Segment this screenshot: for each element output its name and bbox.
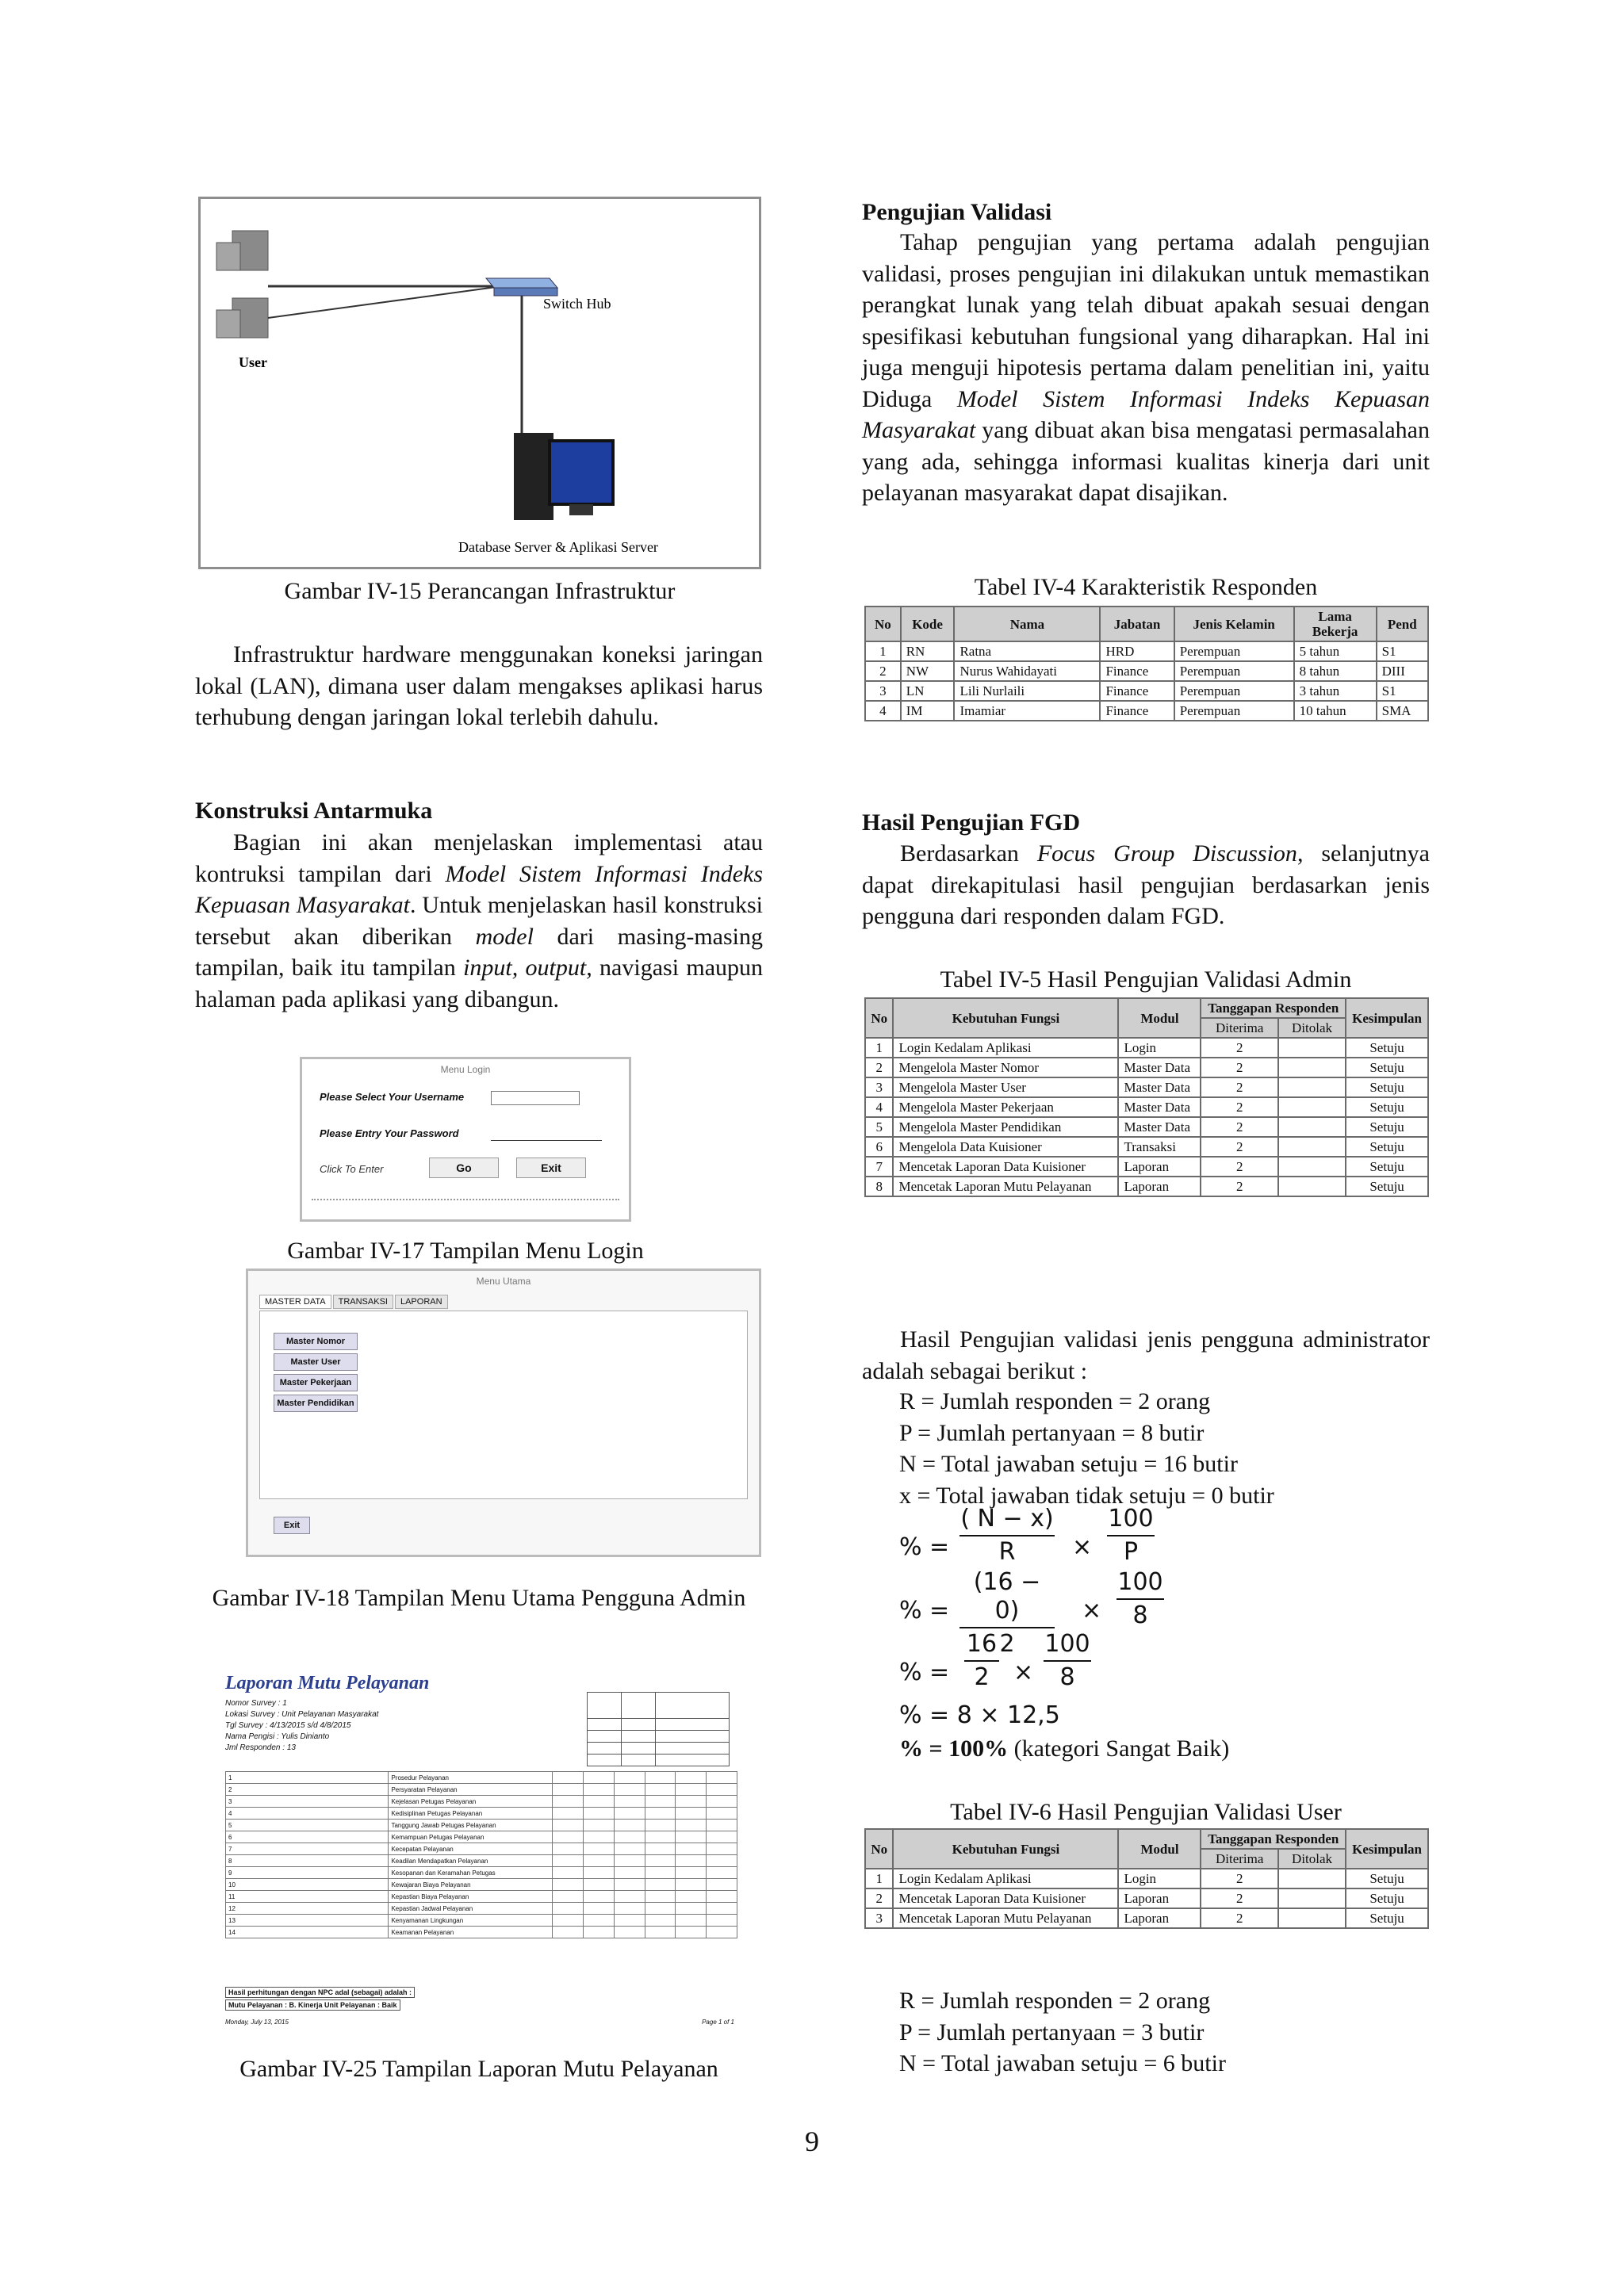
table-cell: RN <box>901 641 955 661</box>
eq2-pct: % = <box>899 1597 950 1624</box>
table-cell: Mengelola Master Pekerjaan <box>893 1097 1118 1117</box>
table-cell: Setuju <box>1346 1058 1428 1077</box>
table-cell: 3 <box>865 1077 893 1097</box>
table-cell: Ratna <box>954 641 1100 661</box>
tabel4: No Kode Nama Jabatan Jenis Kelamin Lama Bekerja Pend 1 RN Ratna HRD Perempuan 5 tahun S1 2 NW Nurus Wahidayati Finance Perempuan 8 tahun DIII 3 LN Lili Nurlaili Finance Perempuan 3 tahun S1 4 IM Imamiar Finance Perempuan 10 tahun SMA <box>864 606 1429 721</box>
table-cell: 2 <box>1201 1908 1278 1928</box>
table-cell: Setuju <box>1346 1177 1428 1196</box>
table-cell: DIII <box>1377 661 1428 681</box>
eq2-times: × <box>1082 1597 1102 1624</box>
table-cell: Transaksi <box>1118 1137 1201 1157</box>
table-row: 10 Kewajaran Biaya Pelayanan <box>226 1879 737 1891</box>
table-cell: Login <box>1118 1869 1201 1888</box>
table-cell: 2 <box>1201 1137 1278 1157</box>
table-cell: 3 <box>865 1908 893 1928</box>
table-cell: 10 tahun <box>1294 701 1377 721</box>
table-cell: 2 <box>1201 1888 1278 1908</box>
table-cell: Master Data <box>1118 1058 1201 1077</box>
menu-exit-button[interactable]: Exit <box>274 1517 310 1534</box>
table-cell: Mengelola Master User <box>893 1077 1118 1097</box>
table-row <box>865 1077 1428 1097</box>
table-cell: 2 <box>1201 1097 1278 1117</box>
tab-laporan[interactable]: LAPORAN <box>395 1295 448 1309</box>
eq1-frac2: 100 P <box>1108 1505 1154 1566</box>
table-cell: Mencetak Laporan Mutu Pelayanan <box>893 1908 1118 1928</box>
table-cell: Setuju <box>1346 1038 1428 1058</box>
table-cell: 4 <box>865 1097 893 1117</box>
fig18-caption: Gambar IV-18 Tampilan Menu Utama Pengguna Admin <box>212 1585 746 1611</box>
table-cell: 3 tahun <box>1294 681 1377 701</box>
eq4: % = 8 × 12,5 <box>899 1701 1060 1729</box>
page-number: 9 <box>805 2126 819 2157</box>
table-cell: Setuju <box>1346 1097 1428 1117</box>
table-row: 9 Kesopanan dan Keramahan Petugas <box>226 1867 737 1879</box>
table-cell <box>1278 1137 1346 1157</box>
table-cell: 7 <box>865 1157 893 1177</box>
table-cell: Setuju <box>1346 1077 1428 1097</box>
tab-transaksi[interactable]: TRANSAKSI <box>333 1295 393 1309</box>
fgd-paragraph: Berdasarkan Focus Group Discussion, selanjutnya dapat direkapitulasi hasil pengujian berdasarkan jenis pengguna dari responden dalam FGD. <box>862 840 1430 929</box>
table-row: 8 Keadilan Mendapatkan Pelayanan <box>226 1855 737 1867</box>
table-cell <box>1278 1869 1346 1888</box>
hasil-admin-intro: Hasil Pengujian validasi jenis pengguna administrator adalah sebagai berikut : <box>862 1326 1430 1384</box>
eq2-frac1: (16 − 0) 2 <box>959 1568 1055 1659</box>
table-row <box>865 701 1428 721</box>
table-cell: 2 <box>1201 1058 1278 1077</box>
server-icon <box>514 433 613 520</box>
table-cell: Setuju <box>1346 1888 1428 1908</box>
table-row <box>865 641 1428 661</box>
figure-infrastructure <box>198 197 761 569</box>
eq3-frac2: 100 8 <box>1044 1630 1090 1691</box>
hub-label: Switch Hub <box>543 296 611 312</box>
table-cell: 3 <box>865 681 901 701</box>
table-cell <box>1278 1038 1346 1058</box>
table-row <box>865 1097 1428 1117</box>
table-cell: 2 <box>1201 1869 1278 1888</box>
table-cell: 1 <box>865 1869 893 1888</box>
table-cell: Laporan <box>1118 1908 1201 1928</box>
infra-paragraph: Infrastruktur hardware menggunakan koneksi jaringan lokal (LAN), dimana user dalam mengakses aplikasi harus terhubung dengan jaringan lokal terlebih dahulu. <box>195 641 763 730</box>
table-row: 13 Kenyamanan Lingkungan <box>226 1915 737 1927</box>
table-cell: 1 <box>865 1038 893 1058</box>
table-row <box>865 1908 1428 1928</box>
table-cell: 2 <box>1201 1117 1278 1137</box>
table-cell: 4 <box>865 701 901 721</box>
table-cell: 2 <box>1201 1038 1278 1058</box>
table-cell: Finance <box>1100 661 1174 681</box>
table-cell: Imamiar <box>954 701 1100 721</box>
eq1-pct: % = <box>899 1533 950 1561</box>
laporan-legend <box>587 1692 730 1766</box>
table-cell: 2 <box>1201 1177 1278 1196</box>
go-button[interactable]: Go <box>429 1158 499 1178</box>
figure-laporan: Laporan Mutu Pelayanan Nomor Survey : 1 Lokasi Survey : Unit Pelayanan Masyarakat Tgl Survey : 4/13/2015 s/d 4/8/2015 Nama Pengisi : Yulis Dinianto Jml Responden : 13 1 Prosedur Pelayanan 2 Persyaratan Pelayanan 3 Kejelasan Petugas Pelayanan 4 Kedisiplinan Petugas Pelayanan 5 Tanggung Jawab Petugas Pelayanan 6 Kemampuan Petugas Pelayanan 7 Kecepatan Pelayanan 8 Keadilan Mendapatkan Pelayanan 9 Kesopanan dan Keramahan Petugas 10 Kewajaran Biaya Pelayanan 11 Kepastian Biaya Pelayanan 12 Kepastian Jadwal Pelayanan 13 Kenyamanan Lingkungan 14 Keamanan Pelayanan Hasil perhitungan dengan NPC adal (sebagai) adalah : Mutu Pelayanan : B. Kinerja Unit Pelayanan : Baik Monday, July 13, 2015 Page 1 of 1 <box>222 1670 745 2031</box>
table-cell: Mencetak Laporan Data Kuisioner <box>893 1157 1118 1177</box>
table-cell: Master Data <box>1118 1117 1201 1137</box>
tabel4-caption: Tabel IV-4 Karakteristik Responden <box>974 574 1318 600</box>
switch-hub-icon <box>486 278 557 296</box>
table-row <box>865 1177 1428 1196</box>
table-cell: Finance <box>1100 701 1174 721</box>
table-cell: Laporan <box>1118 1177 1201 1196</box>
eq5: % = 100% (kategori Sangat Baik) <box>899 1735 1230 1762</box>
table-cell: Perempuan <box>1174 641 1294 661</box>
figure-login: Menu Login Please Select Your Username Please Entry Your Password Click To Enter Go Exit <box>300 1057 631 1222</box>
table-cell <box>1278 1908 1346 1928</box>
table-row: 4 Kedisiplinan Petugas Pelayanan <box>226 1808 737 1820</box>
table-cell: Perempuan <box>1174 701 1294 721</box>
table-cell: Login <box>1118 1038 1201 1058</box>
table-cell: Master Data <box>1118 1077 1201 1097</box>
konstruksi-paragraph: Bagian ini akan menjelaskan implementasi atau kontruksi tampilan dari Model Sistem Informasi Indeks Kepuasan Masyarakat. Untuk menjelaskan hasil konstruksi tersebut akan diberikan model dari masing-masing tampilan, baik itu tampilan input, output, navigasi maupun halaman pada aplikasi yang dibangun. <box>195 829 764 1012</box>
table-row <box>865 1888 1428 1908</box>
table-cell <box>1278 1077 1346 1097</box>
table-cell: Laporan <box>1118 1888 1201 1908</box>
validasi-heading: Pengujian Validasi <box>862 199 1052 225</box>
table-cell: Setuju <box>1346 1908 1428 1928</box>
table-cell: Setuju <box>1346 1137 1428 1157</box>
table-row <box>865 661 1428 681</box>
password-input[interactable] <box>491 1127 602 1141</box>
table-cell: Setuju <box>1346 1869 1428 1888</box>
server-label: Database Server & Aplikasi Server <box>458 539 658 555</box>
table-cell: NW <box>901 661 955 681</box>
table-row: 2 Persyaratan Pelayanan <box>226 1784 737 1796</box>
master-user-button[interactable]: Master User <box>274 1353 358 1371</box>
table-cell: Mencetak Laporan Data Kuisioner <box>893 1888 1118 1908</box>
tabel6-caption: Tabel IV-6 Hasil Pengujian Validasi User <box>950 1799 1342 1825</box>
table-cell: 2 <box>865 1058 893 1077</box>
hasil-user-lines: R = Jumlah responden = 2 orang P = Jumlah pertanyaan = 3 butir N = Total jawaban setuju = 6 butir <box>899 1988 1226 2076</box>
table-cell: Finance <box>1100 681 1174 701</box>
table-row: 14 Keamanan Pelayanan <box>226 1927 737 1938</box>
table-cell: Login Kedalam Aplikasi <box>893 1038 1118 1058</box>
tabel5-caption: Tabel IV-5 Hasil Pengujian Validasi Admin <box>940 966 1352 993</box>
table-cell: Login Kedalam Aplikasi <box>893 1869 1118 1888</box>
table-cell: 2 <box>865 661 901 681</box>
figure-menu-utama: Menu Utama MASTER DATA TRANSAKSI LAPORAN Master Nomor Master User Master Pekerjaan Master Pendidikan Exit <box>246 1269 761 1557</box>
table-cell: Lili Nurlaili <box>954 681 1100 701</box>
table-cell: S1 <box>1377 641 1428 661</box>
table-cell <box>1278 1177 1346 1196</box>
table-cell: Laporan <box>1118 1157 1201 1177</box>
konstruksi-heading: Konstruksi Antarmuka <box>195 798 433 824</box>
table-cell <box>1278 1117 1346 1137</box>
table-cell: Nurus Wahidayati <box>954 661 1100 681</box>
table-cell: Perempuan <box>1174 661 1294 681</box>
master-nomor-button[interactable]: Master Nomor <box>274 1333 358 1350</box>
eq1-times: × <box>1072 1533 1093 1561</box>
table-cell: SMA <box>1377 701 1428 721</box>
table-cell <box>1278 1058 1346 1077</box>
table-row <box>865 1869 1428 1888</box>
table-row <box>865 1038 1428 1058</box>
laporan-table <box>225 1771 737 1938</box>
table-cell: Mencetak Laporan Mutu Pelayanan <box>893 1177 1118 1196</box>
table-cell: 8 tahun <box>1294 661 1377 681</box>
eq1-frac1: ( N − x) R <box>960 1505 1054 1566</box>
table-cell: 1 <box>865 641 901 661</box>
table-cell: Setuju <box>1346 1157 1428 1177</box>
fig15-caption: Gambar IV-15 Perancangan Infrastruktur <box>284 578 676 604</box>
exit-button[interactable]: Exit <box>516 1158 586 1178</box>
validasi-paragraph: Tahap pengujian yang pertama adalah pengujian validasi, proses pengujian ini dilakukan untuk memastikan perangkat lunak yang telah dibuat apakah sesuai dengan spesifikasi kebutuhan fungsional yang diharapkan. Hal ini juga menguji hipotesis pertama dalam penelitian ini, yaitu Diduga Model Sistem Informasi Indeks Kepuasan Masyarakat yang dibuat akan bisa mengatasi permasalahan yang ada, sehingga informasi kualitas kinerja dari unit pelayanan masyarakat dapat disajikan. <box>862 229 1430 506</box>
laporan-meta: Nomor Survey : 1 Lokasi Survey : Unit Pelayanan Masyarakat Tgl Survey : 4/13/2015 s/d 4/8/2015 Nama Pengisi : Yulis Dinianto Jml Responden : 13 <box>225 1699 379 1752</box>
table-cell: Setuju <box>1346 1117 1428 1137</box>
tabel6: No Kebutuhan Fungsi Modul Tanggapan Responden Kesimpulan Diterima Ditolak 1 Login Kedalam Aplikasi Login 2 Setuju 2 Mencetak Laporan Data Kuisioner Laporan 2 Setuju 3 Mencetak Laporan Mutu Pelayanan Laporan 2 Setuju <box>864 1828 1429 1929</box>
table-cell <box>1278 1097 1346 1117</box>
fig17-caption: Gambar IV-17 Tampilan Menu Login <box>287 1238 644 1264</box>
table-row: 7 Kecepatan Pelayanan <box>226 1843 737 1855</box>
eq3-frac1: 16 2 <box>964 1630 999 1692</box>
table-row: 6 Kemampuan Petugas Pelayanan <box>226 1831 737 1843</box>
eq3-times: × <box>1013 1659 1034 1686</box>
user-computer-icon <box>216 231 268 338</box>
table-cell <box>1278 1157 1346 1177</box>
table-row: 11 Kepastian Biaya Pelayanan <box>226 1891 737 1903</box>
table-cell: S1 <box>1377 681 1428 701</box>
table-cell: 2 <box>1201 1077 1278 1097</box>
tabel5: No Kebutuhan Fungsi Modul Tanggapan Responden Kesimpulan Diterima Ditolak 1 Login Kedalam Aplikasi Login 2 Setuju 2 Mengelola Master Nomor Master Data 2 Setuju 3 Mengelola Master User Master Data 2 Setuju 4 Mengelola Master Pekerjaan Master Data 2 Setuju 5 Mengelola Master Pendidikan Master Data 2 Setuju 6 Mengelola Data Kuisioner Transaksi 2 Setuju 7 Mencetak Laporan Data Kuisioner Laporan 2 Setuju 8 Mencetak Laporan Mutu Pelayanan Laporan 2 Setuju <box>864 997 1429 1197</box>
master-pekerjaan-button[interactable]: Master Pekerjaan <box>274 1374 358 1391</box>
table-cell: 2 <box>865 1888 893 1908</box>
table-cell: 2 <box>1201 1157 1278 1177</box>
laporan-title: Laporan Mutu Pelayanan <box>225 1673 430 1693</box>
table-cell: IM <box>901 701 955 721</box>
table-row: 5 Tanggung Jawab Petugas Pelayanan <box>226 1820 737 1831</box>
table-cell: Mengelola Master Pendidikan <box>893 1117 1118 1137</box>
table-cell: Perempuan <box>1174 681 1294 701</box>
hasil-admin-lines: R = Jumlah responden = 2 orang P = Jumlah pertanyaan = 8 butir N = Total jawaban setuju = 16 butir x = Total jawaban tidak setuju = 0 butir <box>899 1388 1274 1509</box>
table-row: 3 Kejelasan Petugas Pelayanan <box>226 1796 737 1808</box>
table-row: 12 Kepastian Jadwal Pelayanan <box>226 1903 737 1915</box>
table-row <box>865 1137 1428 1157</box>
table-cell: Mengelola Data Kuisioner <box>893 1137 1118 1157</box>
table-cell <box>1278 1888 1346 1908</box>
master-pendidikan-button[interactable]: Master Pendidikan <box>274 1395 358 1412</box>
table-row <box>865 1117 1428 1137</box>
fig25-caption: Gambar IV-25 Tampilan Laporan Mutu Pelayanan <box>239 2056 718 2082</box>
fgd-heading: Hasil Pengujian FGD <box>862 809 1081 836</box>
table-cell: Mengelola Master Nomor <box>893 1058 1118 1077</box>
table-row: 1 Prosedur Pelayanan <box>226 1772 737 1784</box>
table-cell: 6 <box>865 1137 893 1157</box>
user-label: User <box>239 354 267 370</box>
username-select[interactable] <box>491 1091 580 1105</box>
table-cell: 5 <box>865 1117 893 1137</box>
table-row <box>865 681 1428 701</box>
table-row <box>865 1157 1428 1177</box>
table-cell: 8 <box>865 1177 893 1196</box>
table-row <box>865 1058 1428 1077</box>
eq2-frac2: 100 8 <box>1117 1568 1163 1629</box>
eq3-pct: % = <box>899 1659 950 1686</box>
table-cell: LN <box>901 681 955 701</box>
table-cell: HRD <box>1100 641 1174 661</box>
tab-master-data[interactable]: MASTER DATA <box>259 1295 331 1309</box>
table-cell: Master Data <box>1118 1097 1201 1117</box>
table-cell: 5 tahun <box>1294 641 1377 661</box>
infrastructure-diagram <box>201 199 759 567</box>
